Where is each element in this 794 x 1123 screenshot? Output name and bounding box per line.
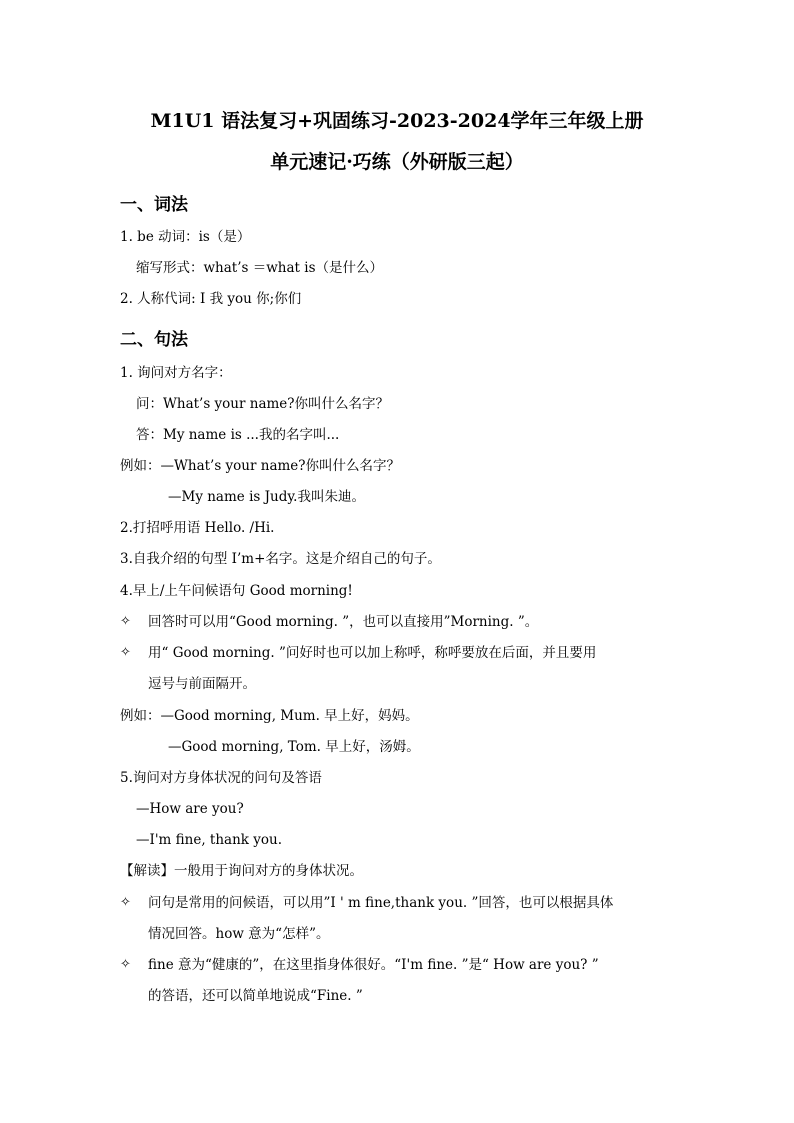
diamond-bullet-icon: ✧ <box>120 645 131 660</box>
section-heading-syntax: 二、句法 <box>120 330 188 350</box>
text-line: 缩写形式：what’s ＝what is（是什么） <box>136 260 383 276</box>
text-line: —My name is Judy.我叫朱迪。 <box>168 489 365 505</box>
text-line: 2.打招呼用语 Hello. /Hi. <box>120 520 275 536</box>
text-line: 1. be 动词：is（是） <box>120 229 251 245</box>
text-line: 的答语，还可以简单地说成“Fine. ” <box>148 988 363 1004</box>
text-line: 问：What’s your name?你叫什么名字？ <box>136 396 390 412</box>
text-line: 回答时可以用“Good morning. ”，也可以直接用”Morning. ”。 <box>148 614 539 630</box>
text-line: —How are you? <box>136 801 244 817</box>
diamond-bullet-icon: ✧ <box>120 895 131 910</box>
text-line: 用“ Good morning. ”问好时也可以加上称呼，称呼要放在后面，并且要用 <box>148 645 597 661</box>
document-subtitle: 单元速记·巧练（外研版三起） <box>270 151 524 173</box>
text-line: —Good morning, Tom. 早上好，汤姆。 <box>168 739 420 755</box>
text-line: 问句是常用的问候语，可以用”I ' m fine,thank you. ”回答，也可以根据具体 <box>148 895 614 911</box>
document-title: M1U1 语法复习+巩固练习-2023-2024学年三年级上册 <box>150 110 644 132</box>
text-line: 1. 询问对方名字： <box>120 365 232 381</box>
text-line: 逗号与前面隔开。 <box>148 676 256 692</box>
section-heading-lexicon: 一、词法 <box>120 195 188 215</box>
text-line: —I'm fine, thank you. <box>136 832 282 848</box>
text-line: 例如：—Good morning, Mum. 早上好，妈妈。 <box>120 708 419 724</box>
text-line: 4.早上/上午问候语句 Good morning! <box>120 583 353 599</box>
text-line: 【解读】一般用于询问对方的身体状况。 <box>120 863 363 879</box>
text-line: 5.询问对方身体状况的问句及答语 <box>120 770 322 786</box>
text-line: fine 意为“健康的”，在这里指身体很好。“I'm fine. ”是“ How are you? ” <box>148 957 599 973</box>
diamond-bullet-icon: ✧ <box>120 614 131 629</box>
text-line: 2. 人称代词: I 我 you 你;你们 <box>120 291 302 307</box>
text-line: 3.自我介绍的句型 I’m+名字。这是介绍自己的句子。 <box>120 551 441 567</box>
text-line: 答：My name is ...我的名字叫... <box>136 427 340 443</box>
diamond-bullet-icon: ✧ <box>120 957 131 972</box>
text-line: 情况回答。how 意为“怎样”。 <box>148 926 330 942</box>
text-line: 例如：—What’s your name?你叫什么名字？ <box>120 458 401 474</box>
